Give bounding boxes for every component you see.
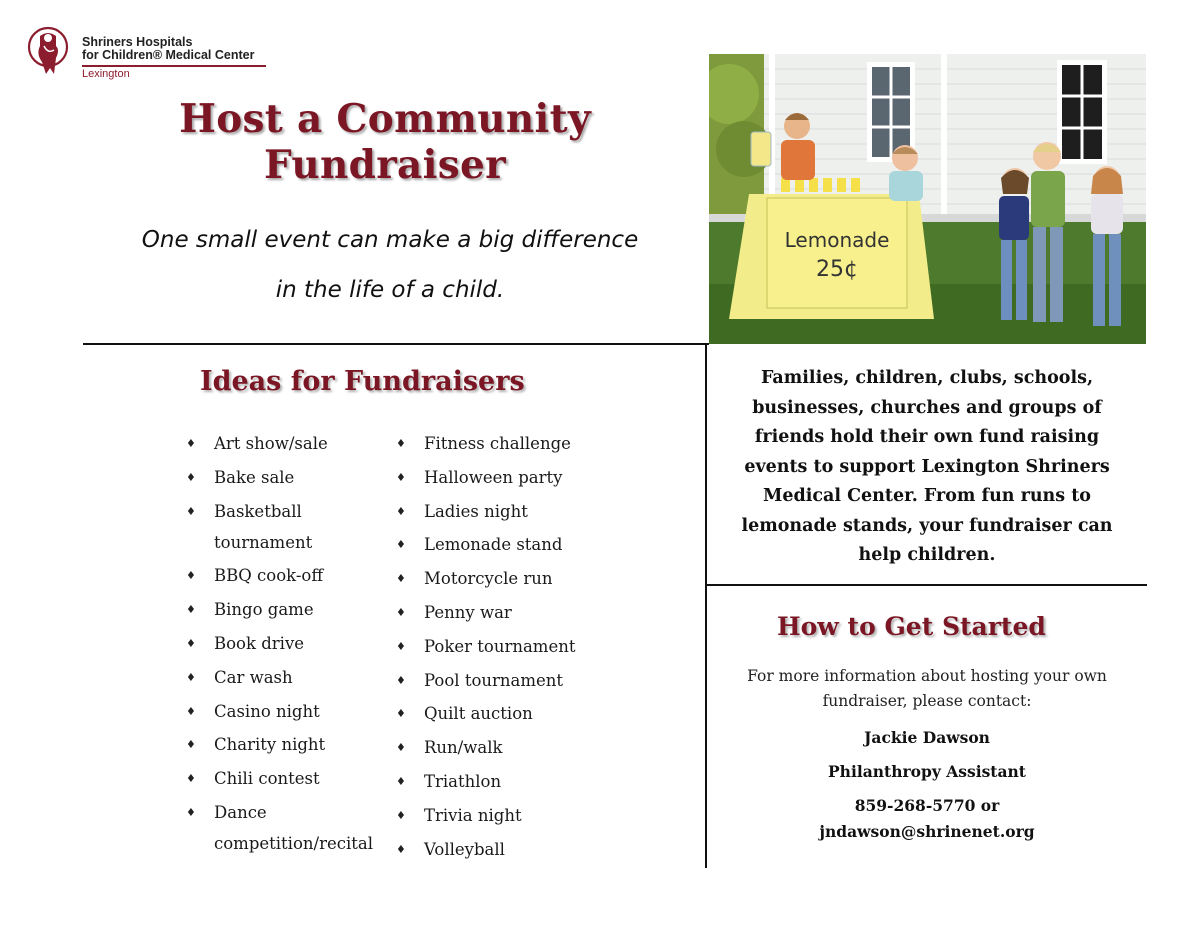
contact-name: Jackie Dawson: [864, 728, 990, 747]
logo-name-line2: for Children® Medical Center: [82, 48, 255, 62]
ideas-title: Ideas for Fundraisers: [200, 366, 525, 397]
idea-label: Volleyball: [424, 839, 505, 859]
idea-label: Pool tournament: [424, 670, 564, 690]
diamond-bullet-icon: ♦: [186, 569, 196, 583]
list-item: [186, 696, 391, 727]
diamond-bullet-icon: ♦: [186, 772, 196, 786]
page-title: [110, 96, 660, 188]
diamond-bullet-icon: ♦: [396, 572, 406, 586]
idea-label: Car wash: [214, 667, 293, 687]
tagline-line2: in the life of a child.: [275, 277, 505, 303]
list-item: [396, 496, 606, 527]
diamond-bullet-icon: ♦: [186, 805, 196, 819]
list-item: [396, 834, 606, 865]
idea-label: Bingo game: [214, 600, 314, 620]
idea-label: Fitness challenge: [424, 434, 571, 453]
idea-label: Triathlon: [424, 771, 502, 791]
diamond-bullet-icon: ♦: [186, 437, 196, 450]
diamond-bullet-icon: ♦: [186, 738, 196, 752]
list-item: [186, 763, 391, 794]
idea-label: BBQ cook-off: [214, 566, 324, 586]
divider-right-horizontal: [705, 584, 1147, 586]
list-item: [186, 729, 391, 760]
diamond-bullet-icon: ♦: [186, 504, 196, 518]
contact-intro: For more information about hosting your own fundraiser, please contact:: [747, 667, 1107, 710]
list-item: [396, 428, 606, 459]
tagline-line1: One small event can make a big difference: [141, 227, 639, 253]
diamond-bullet-icon: ♦: [186, 670, 196, 684]
ideas-list-column2: [396, 428, 606, 867]
idea-label: Halloween party: [424, 467, 563, 487]
list-item: [396, 597, 606, 628]
list-item: [186, 628, 391, 659]
diamond-bullet-icon: ♦: [396, 437, 406, 450]
list-item: [396, 563, 606, 594]
diamond-bullet-icon: ♦: [186, 603, 196, 617]
list-item: [396, 665, 606, 696]
diamond-bullet-icon: ♦: [396, 605, 406, 619]
idea-label: Run/walk: [424, 738, 503, 758]
lemonade-stand-photo: [709, 54, 1146, 344]
diamond-bullet-icon: ♦: [186, 470, 196, 484]
diamond-bullet-icon: ♦: [396, 504, 406, 518]
list-item: [396, 462, 606, 493]
idea-label: Chili contest: [214, 769, 320, 789]
divider-vertical: [705, 343, 707, 868]
contact-role: Philanthropy Assistant: [828, 762, 1026, 781]
contact-email: jndawson@shrinenet.org: [819, 822, 1035, 841]
contact-phone: 859-268-5770 or: [854, 796, 1000, 815]
title-line1: Host a Community: [179, 96, 591, 142]
list-item: [396, 631, 606, 662]
shriners-logo: [26, 22, 286, 84]
logo-city: Lexington: [82, 68, 130, 80]
divider-left-horizontal: [83, 343, 709, 345]
list-item: [186, 496, 391, 558]
diamond-bullet-icon: ♦: [396, 639, 406, 653]
list-item: [186, 594, 391, 625]
idea-label: Poker tournament: [424, 636, 576, 656]
diamond-bullet-icon: ♦: [396, 673, 406, 687]
list-item: [396, 698, 606, 729]
sign-text-line2: 25¢: [816, 257, 858, 282]
diamond-bullet-icon: ♦: [186, 636, 196, 650]
idea-label: Trivia night: [424, 805, 522, 825]
idea-label: Book drive: [214, 633, 305, 653]
list-item: [186, 662, 391, 693]
list-item: [186, 797, 391, 859]
shriners-emblem-icon: [26, 24, 74, 80]
diamond-bullet-icon: ♦: [186, 704, 196, 718]
logo-name-line1: Shriners Hospitals: [82, 35, 193, 49]
logo-rule: [82, 65, 266, 67]
ideas-list-column1: [186, 428, 391, 862]
idea-label: Ladies night: [424, 501, 528, 521]
list-item: [396, 800, 606, 831]
get-started-title: How to Get Started: [777, 612, 1046, 641]
idea-label: Dance competition/recital: [214, 802, 373, 853]
diamond-bullet-icon: ♦: [396, 707, 406, 721]
idea-label: Motorcycle run: [424, 569, 553, 589]
idea-label: Charity night: [214, 735, 326, 755]
list-item: [186, 560, 391, 591]
idea-label: Bake sale: [214, 467, 295, 487]
diamond-bullet-icon: ♦: [396, 842, 406, 856]
sign-text-line1: Lemonade: [784, 228, 890, 252]
idea-label: Lemonade stand: [424, 535, 563, 555]
idea-label: Penny war: [424, 602, 512, 622]
diamond-bullet-icon: ♦: [396, 470, 406, 484]
list-item: [396, 529, 606, 560]
list-item: [186, 428, 391, 459]
diamond-bullet-icon: ♦: [396, 538, 406, 552]
idea-label: Casino night: [214, 701, 320, 721]
idea-label: Art show/sale: [214, 434, 328, 453]
idea-label: Basketball tournament: [214, 501, 313, 552]
idea-label: Quilt auction: [424, 704, 533, 724]
list-item: [396, 766, 606, 797]
fundraiser-description: Families, children, clubs, schools, businesses, churches and groups of friends hold their own fund raising events to support Lexington Shriners Medical Center. From fun runs to lemonade stands, your fundraiser can help children.: [741, 368, 1113, 565]
title-line2: Fundraiser: [264, 142, 506, 188]
list-item: [186, 462, 391, 493]
list-item: [396, 732, 606, 763]
diamond-bullet-icon: ♦: [396, 808, 406, 822]
diamond-bullet-icon: ♦: [396, 741, 406, 755]
diamond-bullet-icon: ♦: [396, 774, 406, 788]
